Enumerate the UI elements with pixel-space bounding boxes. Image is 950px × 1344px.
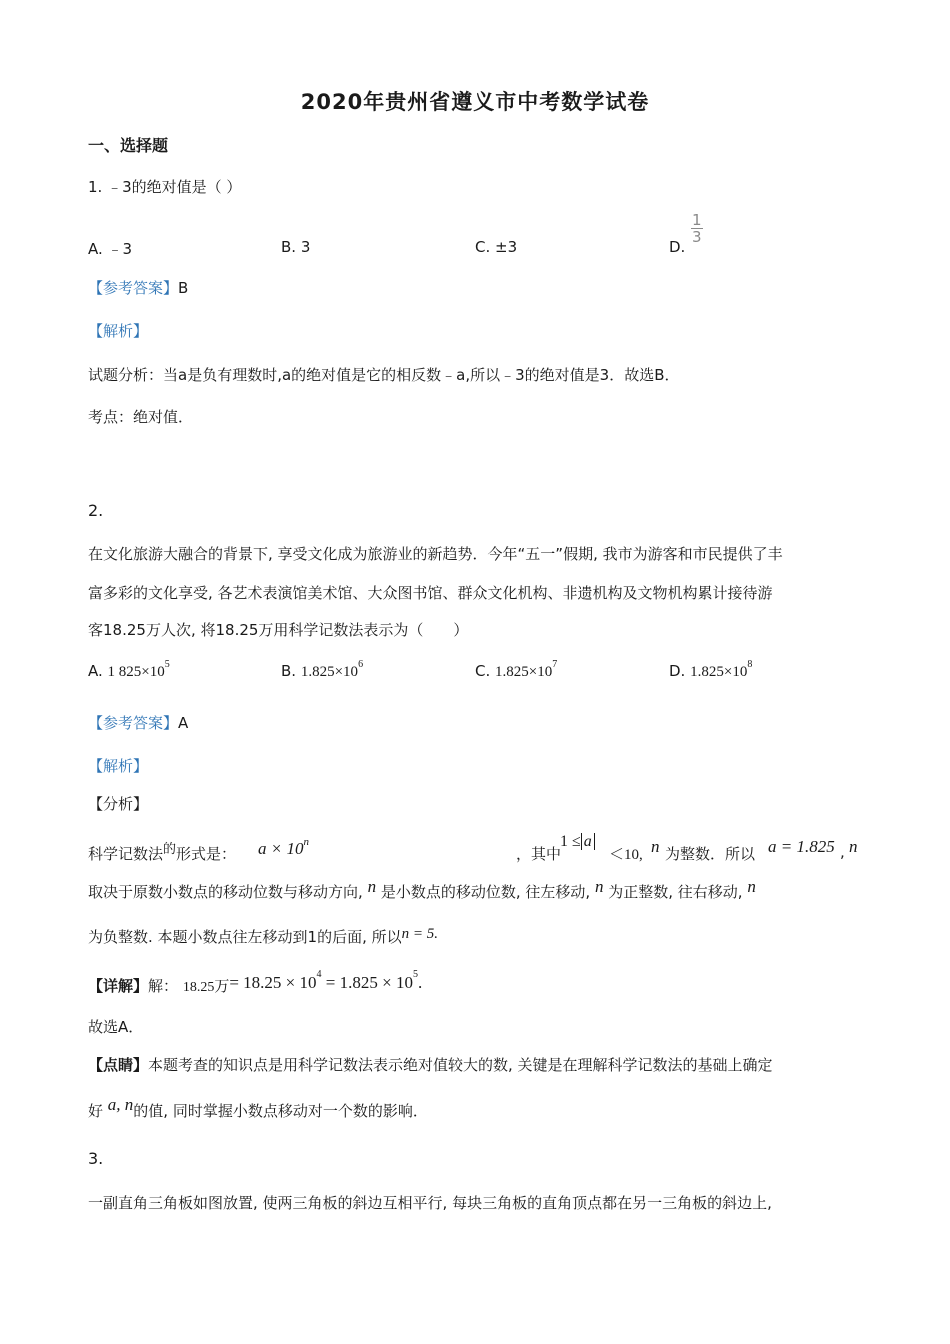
q2-detail [88, 969, 423, 996]
q3-stem-line-1: 一副直角三角板如图放置, 使两三角板的斜边互相平行, 每块三角板的直角顶点都在另一三角板的斜边上, [88, 1194, 772, 1212]
answer-label: 【参考答案】 [88, 279, 179, 297]
var-n: n [849, 837, 858, 856]
q2-option-b [281, 659, 364, 681]
option-label: D. [669, 662, 686, 680]
text-segment: 为负整数. 本题小数点往左移动到1的后面, 所以 [88, 928, 402, 946]
q2-choice: 故选A． [88, 1018, 144, 1036]
text-segment: 的 [163, 842, 177, 857]
option-exponent: 8 [747, 659, 753, 670]
equation-part: = 18.25 × 10 [229, 973, 317, 992]
var-n: n [367, 877, 377, 896]
q2-dianjing [88, 1054, 773, 1075]
text-segment: 科学记数法 [88, 845, 164, 863]
q2-explain-line-1c: 为整数．所以 [665, 845, 756, 863]
formula-exponent: n [303, 836, 309, 848]
q1-option-d-label: D. [669, 238, 686, 256]
text-segment: 好 [88, 1102, 104, 1120]
q2-option-a [88, 659, 170, 681]
inequality-left: 1 ≤ [560, 833, 581, 850]
section-heading: 一、选择题 [88, 136, 169, 155]
q2-dianjing-line-2 [88, 1095, 428, 1121]
q2-stem-line-2: 富多彩的文化享受, 各艺术表演馆美术馆、大众图书馆、群众文化机构、非遗机构及文物机构累计接待游 [88, 584, 773, 602]
exponent: 4 [316, 969, 322, 980]
equation-a: a = 1.825 [768, 837, 835, 856]
option-value: 1.825×10 [690, 664, 748, 680]
option-exponent: 7 [552, 659, 558, 670]
text-segment: 为正整数, 往右移动, [608, 883, 743, 901]
text-segment: 形式是： [176, 845, 237, 863]
var-n: n [747, 877, 756, 896]
formula-base: a × 10 [258, 839, 304, 858]
var-n: n [594, 877, 604, 896]
q1-option-d-fraction [691, 213, 703, 244]
page-title: 2020年贵州省遵义市中考数学试卷 [300, 90, 650, 114]
fraction-denominator: 3 [692, 228, 702, 246]
option-exponent: 5 [164, 659, 170, 670]
text-segment: 是小数点的移动位数, 往左移动, [380, 883, 591, 901]
answer-value: B [178, 279, 189, 297]
equation-part: = 1.825 × 10 [325, 973, 413, 992]
text-segment: 本题考查的知识点是用科学记数法表示绝对值较大的数, 关键是在理解科学记数法的基础上确定 [148, 1056, 773, 1074]
comma: , [840, 843, 845, 861]
answer-value: A [178, 714, 189, 732]
detail-label: 【详解】 [88, 977, 149, 995]
dianjing-label: 【点睛】 [88, 1056, 149, 1074]
option-value: 1 825×10 [107, 664, 165, 680]
option-value: 1.825×10 [495, 664, 553, 680]
exponent: 5 [412, 969, 418, 980]
q2-option-d [669, 659, 753, 681]
inequality-right: ＜10, [609, 847, 643, 863]
equation-n: n = 5. [401, 926, 438, 942]
q3-number: 3. [88, 1149, 104, 1168]
var-n: n [651, 837, 660, 856]
option-label: B. [281, 662, 297, 680]
text-segment: 的值, 同时掌握小数点移动对一个数的影响． [133, 1102, 428, 1120]
q1-option-a: A. ﹣3 [88, 240, 133, 258]
option-label: A. [88, 662, 103, 680]
q2-explain-line-1a [88, 843, 236, 864]
q1-answer [88, 277, 188, 298]
fraction-numerator: 1 [692, 211, 702, 229]
q1-option-d [669, 238, 685, 256]
q2-stem-line-3: 客18.25万人次, 将18.25万用科学记数法表示为（ ） [88, 621, 469, 639]
text-segment: 取决于原数小数点的移动位数与移动方向, [88, 883, 363, 901]
q2-number: 2. [88, 501, 104, 520]
q2-answer [88, 712, 188, 733]
detail-equation [229, 969, 423, 992]
q1-analysis-text: 试题分析：当a是负有理数时,a的绝对值是它的相反数﹣a,所以﹣3的绝对值是3．故选B． [88, 366, 680, 384]
q1-knowledge-point: 考点：绝对值． [88, 408, 194, 426]
option-exponent: 6 [358, 659, 364, 670]
q2-option-c [475, 659, 558, 681]
text-segment: 解： [148, 977, 179, 995]
inequality [560, 833, 595, 851]
q2-explain-line-1b: ，其中 [516, 845, 562, 863]
option-value: 1.825×10 [300, 664, 359, 680]
var-a-n: a, n [107, 1095, 134, 1114]
q2-explain-line-3 [88, 926, 438, 947]
q2-fenxi-label: 【分析】 [88, 795, 149, 813]
q2-stem-line-1: 在文化旅游大融合的背景下, 享受文化成为旅游业的新趋势．今年“五一”假期, 我市为游客和市民提供了丰 [88, 545, 783, 563]
q1-analysis-label: 【解析】 [88, 322, 149, 340]
period: . [417, 973, 423, 992]
text-segment: 万 [214, 977, 230, 995]
q2-explain-line-2 [88, 877, 756, 902]
absolute-value: a [581, 833, 595, 850]
q1-option-b: B. 3 [281, 238, 311, 256]
answer-label: 【参考答案】 [88, 714, 179, 732]
formula-a-times-10n [258, 836, 309, 859]
q2-analysis-label: 【解析】 [88, 757, 149, 775]
q1-option-c: C. ±3 [475, 238, 518, 256]
q1-stem: 1. ﹣3的绝对值是（ ） [88, 178, 242, 196]
number: 18.25 [182, 980, 215, 995]
option-label: C. [475, 662, 491, 680]
